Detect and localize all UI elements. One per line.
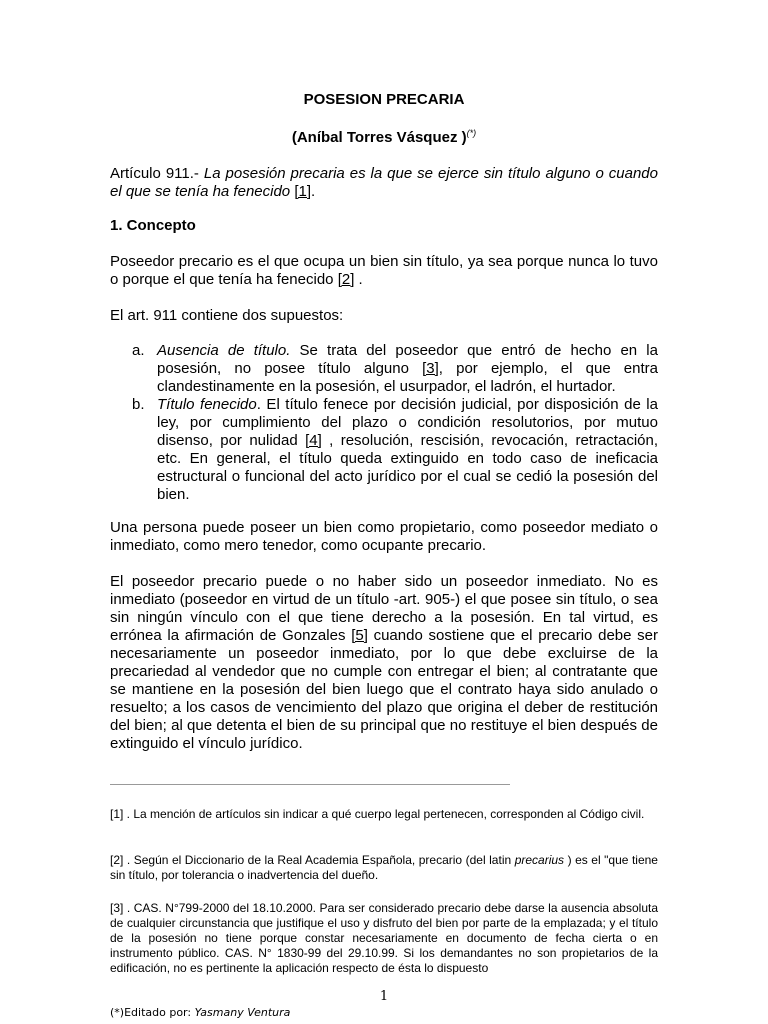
concept-paragraph: [110, 253, 658, 289]
footnote-3: [3] . CAS. N°799-2000 del 18.10.2000. Para ser considerado precario debe darse la ausencia absoluta de cualquier circunstancia que justifique el uso y disfruto del bien por parte de la emplazada; y el título de la posesión no tiene porque constar necesariamente en documento de fecha cierta o en instrumento público. CAS. N° 1830-99 del 29.10.99. Si los demandantes no son propietarios de la edificación, no es pertinente la aplicación respecto de ésta lo dispuesto: [110, 901, 658, 975]
footnote-2: [110, 853, 658, 883]
case-term: Ausencia de título.: [157, 342, 291, 359]
footnote-2-text-end: ) es el "que tiene sin título, por tolerancia o inadvertencia del dueño.: [110, 853, 658, 882]
page-number: 1: [379, 989, 389, 1004]
footnote-link-2[interactable]: [2]: [337, 271, 355, 288]
footnote-link-1[interactable]: [1]: [294, 183, 311, 200]
list-item: [110, 396, 658, 504]
footnote-1: [1] . La mención de artículos sin indicar a qué cuerpo legal pertenecen, corresponden al Código civil.: [110, 807, 645, 821]
footnote-link-5[interactable]: [5]: [351, 627, 368, 644]
precario-text: El poseedor precario puede o no haber sido un poseedor inmediato. No es inmediato (poseedor en virtud de un título -art. 905-) el que posee sin título, o sea sin ningún vínculo con el que tiene derecho a la posesión. En tal virtud, es errónea la afirmación de Gonzales: [110, 573, 658, 644]
footnote-2-term: precarius: [514, 853, 565, 867]
concept-text: Poseedor precario es el que ocupa un bien sin título, ya sea porque nunca lo tuvo o porque el que tenía ha fenecido: [110, 253, 658, 288]
list-item: [110, 342, 658, 396]
case-text-end: , por ejemplo, el que entra clandestinamente en la posesión, el usurpador, el ladrón, el hurtador.: [157, 360, 658, 395]
article-end: .: [311, 183, 316, 200]
concept-end: .: [358, 271, 363, 288]
editor-label: (*)Editado por:: [110, 1006, 192, 1019]
case-text: . El título fenece por decisión judicial, por disposición de la ley, por cumplimiento del plazo o condición resolutorios, por mutuo disenso, por nulidad: [157, 396, 658, 449]
article-text: La posesión precaria es la que se ejerce sin título alguno o cuando el que se tenía ha fenecido: [110, 165, 658, 200]
footnote-link-4[interactable]: [4]: [305, 432, 322, 449]
author-mark: (*): [466, 128, 477, 138]
author-line: [0, 128, 768, 146]
precario-text-end: cuando sostiene que el precario debe ser necesariamente un poseedor inmediato, por lo que debe excluirse de la precariedad al vendedor que no cumple con entregar el bien; al contratante que se mantiene en la posesión del bien luego que el contrato haya sido anulado o resuelto; a los casos de vencimiento del plazo que origina el deber de restitución del bien; al que detenta el bien de su principal que no restituye el bien después de extinguido el vínculo jurídico.: [110, 627, 659, 752]
cases-intro: El art. 911 contiene dos supuestos:: [110, 307, 344, 324]
persona-paragraph: Una persona puede poseer un bien como propietario, como poseedor mediato o inmediato, como mero tenedor, como ocupante precario.: [110, 519, 658, 554]
editor-credit: [110, 1006, 290, 1019]
precario-paragraph: [110, 573, 658, 753]
footnote-2-text: [2] . Según el Diccionario de la Real Academia Española, precario (del latin: [110, 853, 512, 867]
footnote-link-3[interactable]: [3]: [422, 360, 439, 377]
case-text: Se trata del poseedor que entró de hecho en la posesión, no posee título alguno: [157, 342, 658, 377]
article-label: Artículo 911.-: [110, 165, 199, 182]
case-text-end: , resolución, rescisión, revocación, retractación, etc. En general, el título queda extinguido en todo caso de ineficacia estructural o funcional del acto jurídico por el cual se cedió la posesión del bien.: [157, 432, 659, 503]
footnote-divider: [110, 784, 510, 785]
editor-name: Yasmany Ventura: [194, 1006, 291, 1019]
article-paragraph: [110, 165, 658, 201]
list-marker: a.: [132, 342, 145, 359]
list-marker: b.: [132, 396, 145, 413]
section-heading: 1. Concepto: [110, 217, 196, 234]
case-term: Título fenecido: [157, 396, 257, 413]
cases-list: [110, 342, 658, 504]
author-name: (Aníbal Torres Vásquez ): [291, 129, 467, 146]
document-title: POSESION PRECARIA: [303, 91, 465, 108]
